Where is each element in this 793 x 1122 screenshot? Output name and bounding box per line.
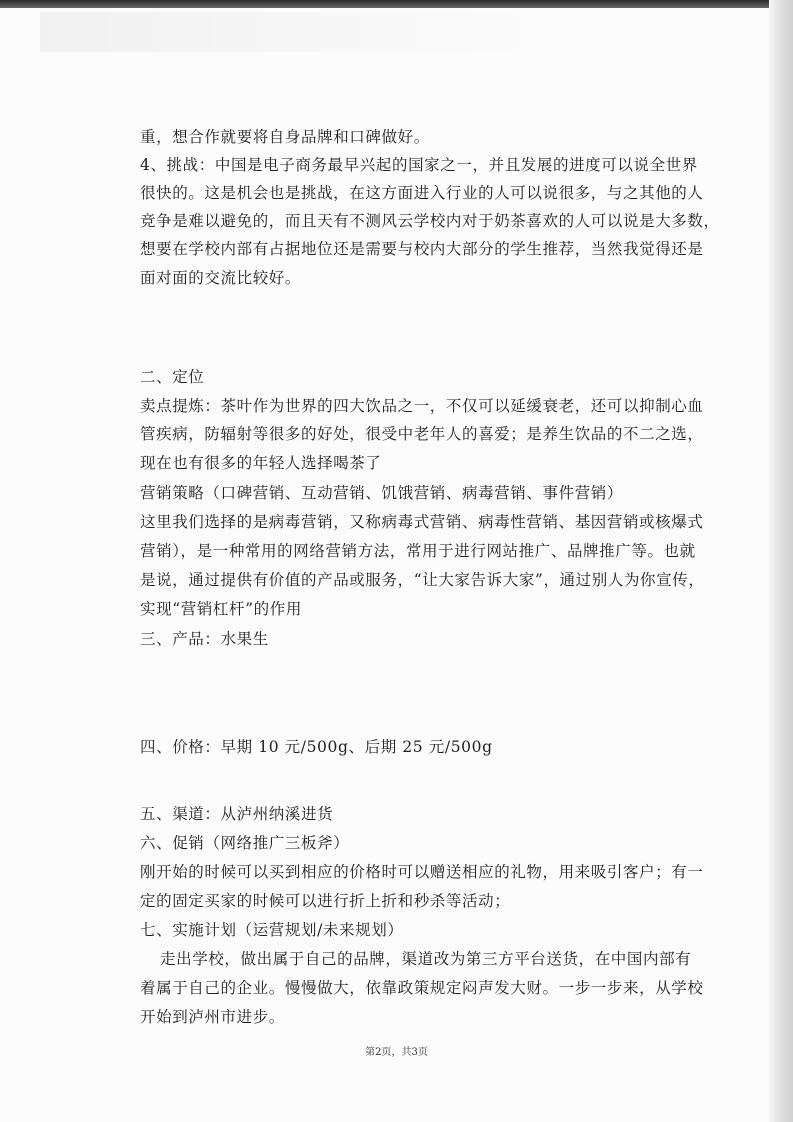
text-line: 想要在学校内部有占据地位还是需要与校内大部分的学生推荐，当然我觉得还是 xyxy=(140,240,704,258)
text-line: 4、挑战：中国是电子商务最早兴起的国家之一，并且发展的进度可以说全世界 xyxy=(140,156,698,174)
scan-right-border xyxy=(769,0,793,1122)
text-line: 开始到泸州市进步。 xyxy=(140,1008,285,1026)
text-line: 重，想合作就要将自身品牌和口碑做好。 xyxy=(140,128,430,146)
page-footer: 第2页，共3页 xyxy=(365,1047,428,1058)
section-heading: 二、定位 xyxy=(140,368,205,386)
text-line: 走出学校，做出属于自己的品牌，渠道改为第三方平台送货，在中国内部有 xyxy=(160,950,692,968)
section-heading: 四、价格：早期 10 元/500g、后期 25 元/500g xyxy=(140,738,493,756)
scan-top-border xyxy=(0,0,793,8)
text-line: 着属于自己的企业。慢慢做大，依靠政策规定闷声发大财。一步一步来，从学校 xyxy=(140,979,704,997)
text-line: 是说，通过提供有价值的产品或服务，“让大家告诉大家”，通过别人为你宣传， xyxy=(140,571,705,589)
section-heading: 五、渠道：从泸州纳溪进货 xyxy=(140,805,334,823)
section-heading: 六、促销（网络推广三板斧） xyxy=(140,834,350,852)
text-line: 实现“营销杠杆”的作用 xyxy=(140,600,302,618)
scan-header-noise xyxy=(40,12,760,52)
section-heading: 七、实施计划（运营规划/未来规划） xyxy=(140,921,404,939)
text-line: 卖点提炼：茶叶作为世界的四大饮品之一，不仅可以延缓衰老，还可以抑制心血 xyxy=(140,397,704,415)
text-line: 营销），是一种常用的网络营销方法，常用于进行网站推广、品牌推广等。也就 xyxy=(140,542,696,560)
text-line: 营销策略（口碑营销、互动营销、饥饿营销、病毒营销、事件营销） xyxy=(140,484,624,502)
text-line: 现在也有很多的年轻人选择喝茶了 xyxy=(140,454,382,472)
text-line: 刚开始的时候可以买到相应的价格时可以赠送相应的礼物，用来吸引客户；有一 xyxy=(140,863,704,881)
text-line: 很快的。这是机会也是挑战，在这方面进入行业的人可以说很多，与之其他的人 xyxy=(140,184,704,202)
text-line: 定的固定买家的时候可以进行折上折和秒杀等活动； xyxy=(140,892,511,910)
text-line: 竞争是难以避免的，而且天有不测风云学校内对于奶茶喜欢的人可以说是大多数， xyxy=(140,212,720,230)
section-heading: 三、产品：水果生 xyxy=(140,630,269,648)
text-line: 面对面的交流比较好。 xyxy=(140,269,302,287)
text-line: 这里我们选择的是病毒营销，又称病毒式营销、病毒性营销、基因营销或核爆式 xyxy=(140,513,704,531)
text-line: 管疾病，防辐射等很多的好处，很受中老年人的喜爱；是养生饮品的不二之选， xyxy=(140,425,704,443)
